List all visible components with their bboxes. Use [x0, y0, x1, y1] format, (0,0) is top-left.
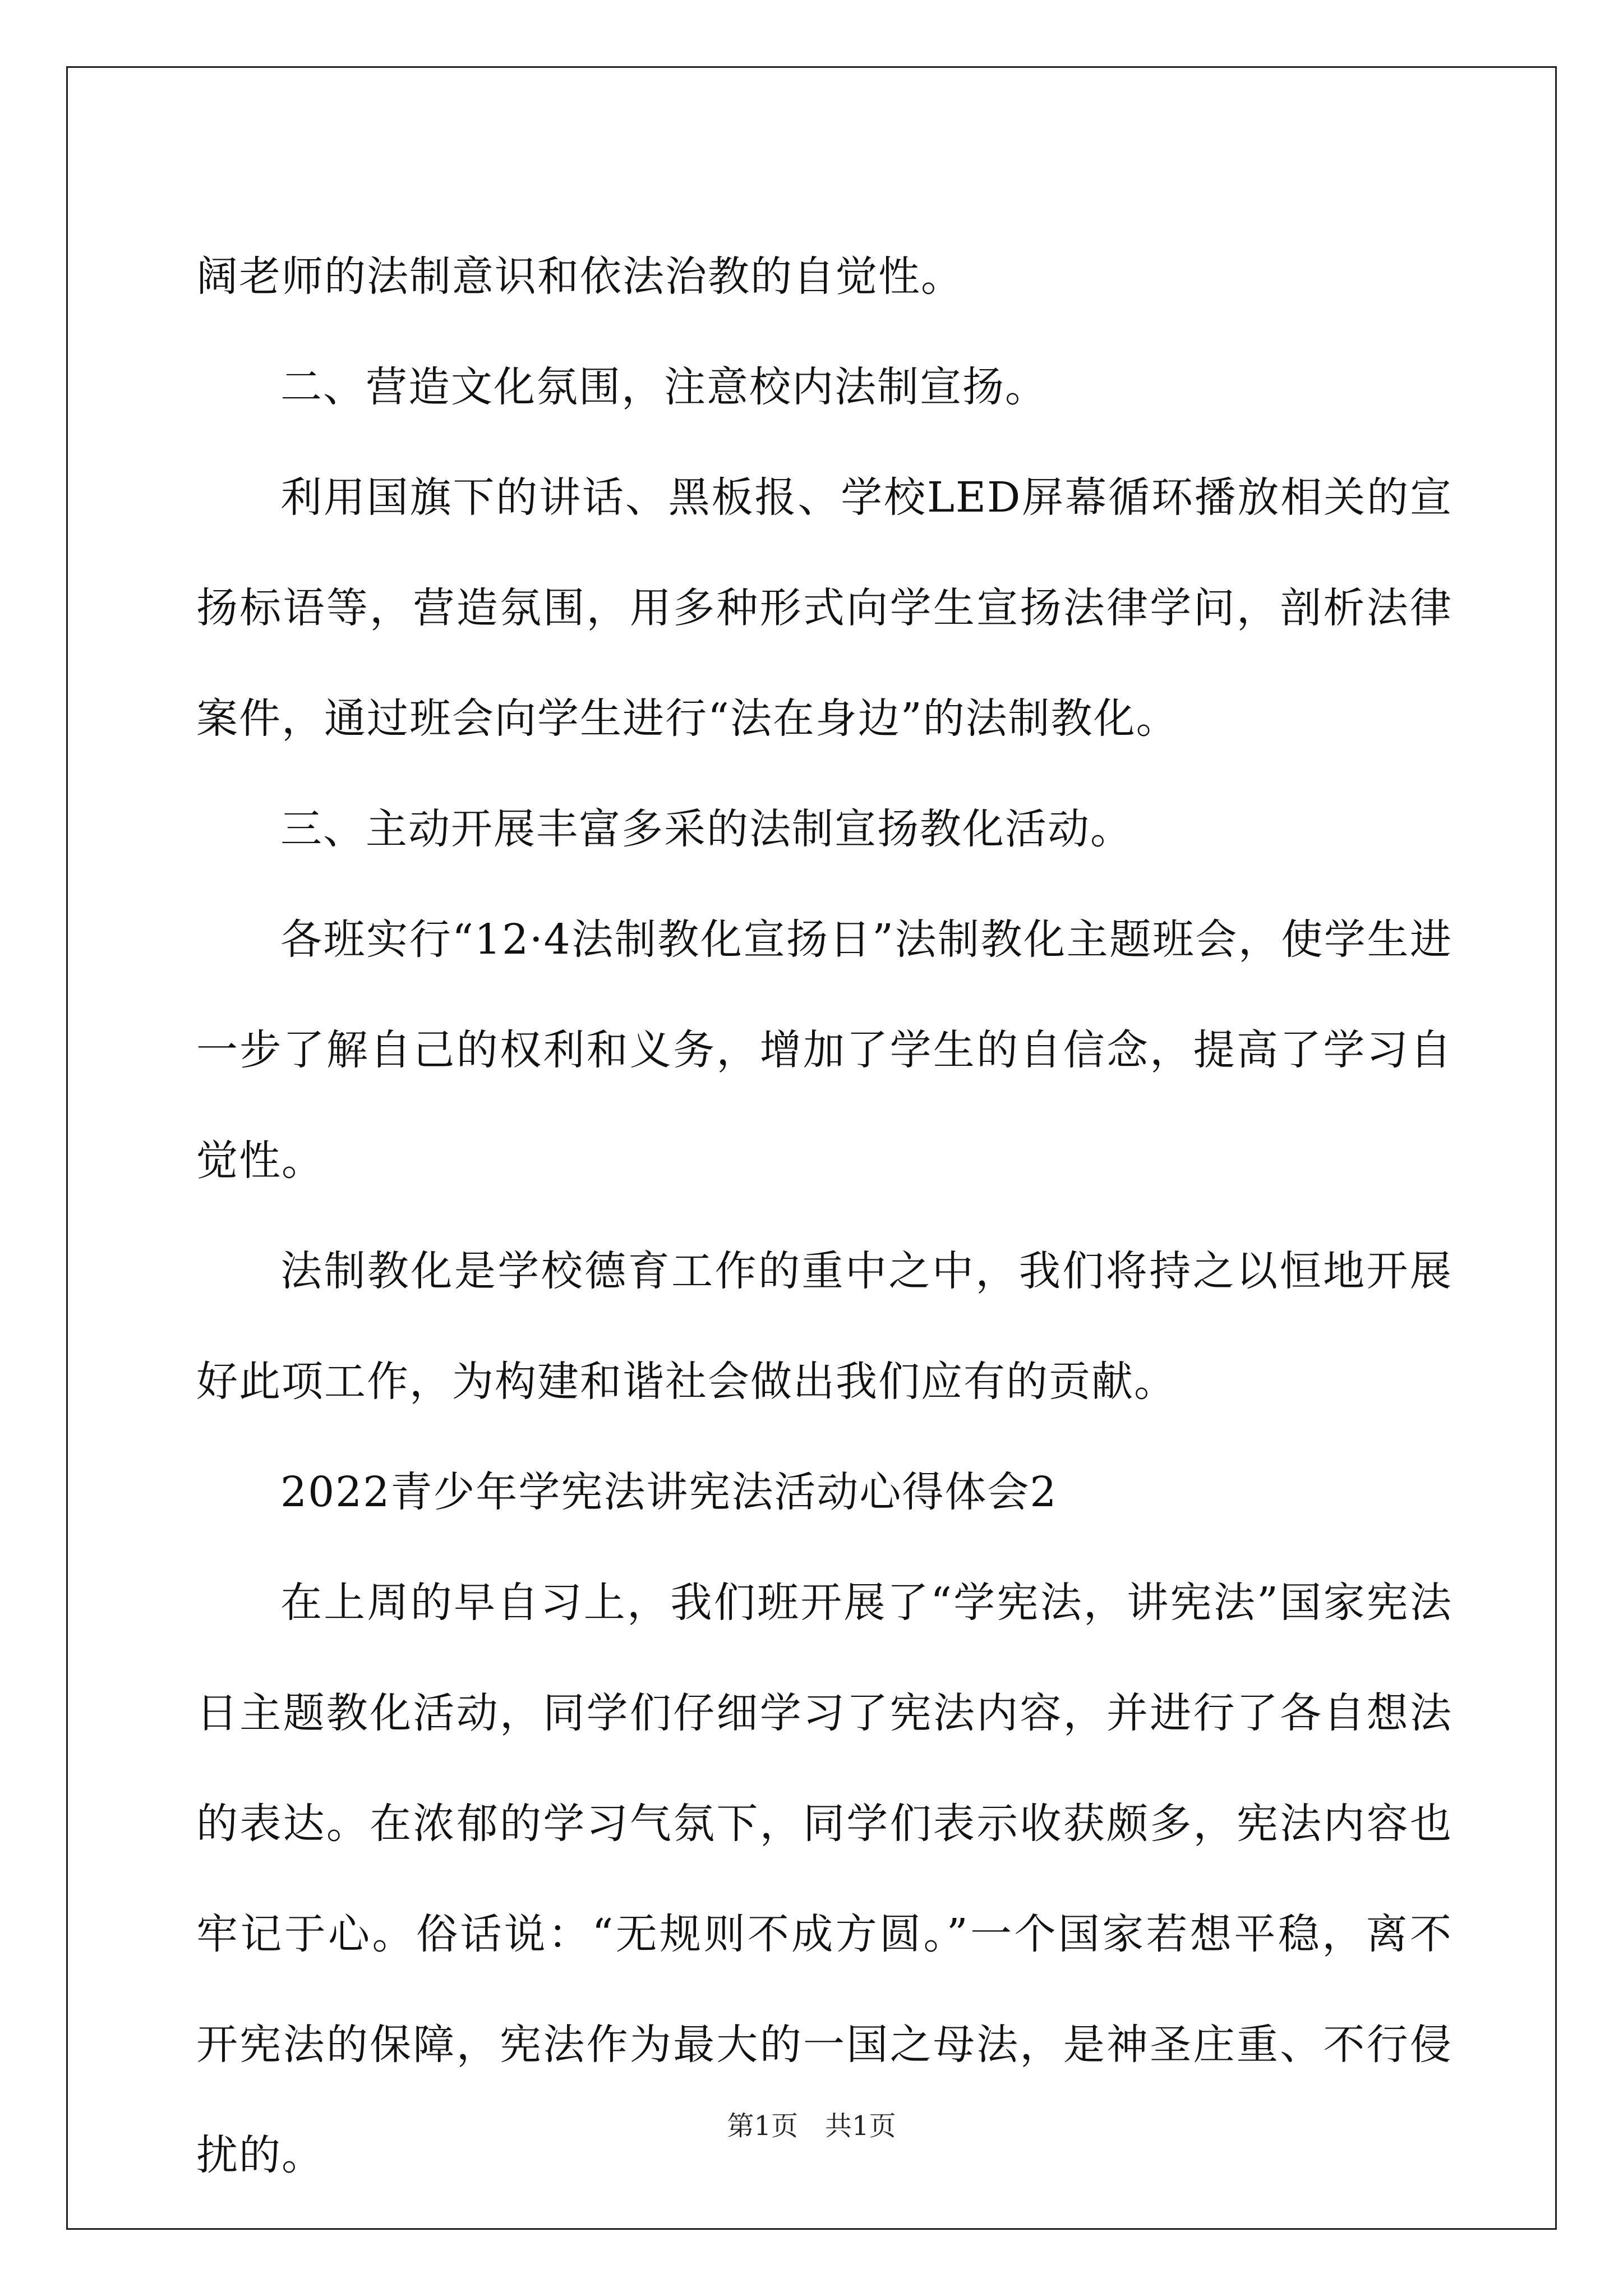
- paragraph-2-heading: 二、营造文化氛围，注意校内法制宣扬。: [280, 363, 1048, 411]
- page-footer: 第1页 共1页: [727, 2110, 896, 2142]
- paragraph-6: 法制教化是学校德育工作的重中之中，我们将持之以恒地开展好此项工作，为构建和谐社会做出我们应有的贡献。: [196, 1247, 1453, 1406]
- paragraph-1: 阔老师的法制意识和依法治教的自觉性。: [196, 252, 963, 301]
- paragraph-5: 各班实行“12·4法制教化宣扬日”法制教化主题班会，使学生进一步了解自己的权利和义务，增加了学生的自信念，提高了学习自觉性。: [196, 915, 1453, 1185]
- paragraph-8: 在上周的早自习上，我们班开展了“学宪法，讲宪法”国家宪法日主题教化活动，同学们仔细学习了宪法内容，并进行了各自想法的表达。在浓郁的学习气氛下，同学们表示收获颇多，宪法内容也牢记于心。俗话说：“无规则不成方圆。”一个国家若想平稳，离不开宪法的保障，宪法作为最大的一国之母法，是神圣庄重、不行侵扰的。: [196, 1579, 1453, 2179]
- document-body: [196, 222, 1453, 2211]
- paragraph-3: 利用国旗下的讲话、黑板报、学校LED屏幕循环播放相关的宣扬标语等，营造氛围，用多种形式向学生宣扬法律学问，剖析法律案件，通过班会向学生进行“法在身边”的法制教化。: [196, 473, 1453, 743]
- paragraph-4-heading: 三、主动开展丰富多采的法制宣扬教化活动。: [280, 805, 1133, 853]
- section-title: 2022青少年学宪法讲宪法活动心得体会2: [280, 1468, 1058, 1516]
